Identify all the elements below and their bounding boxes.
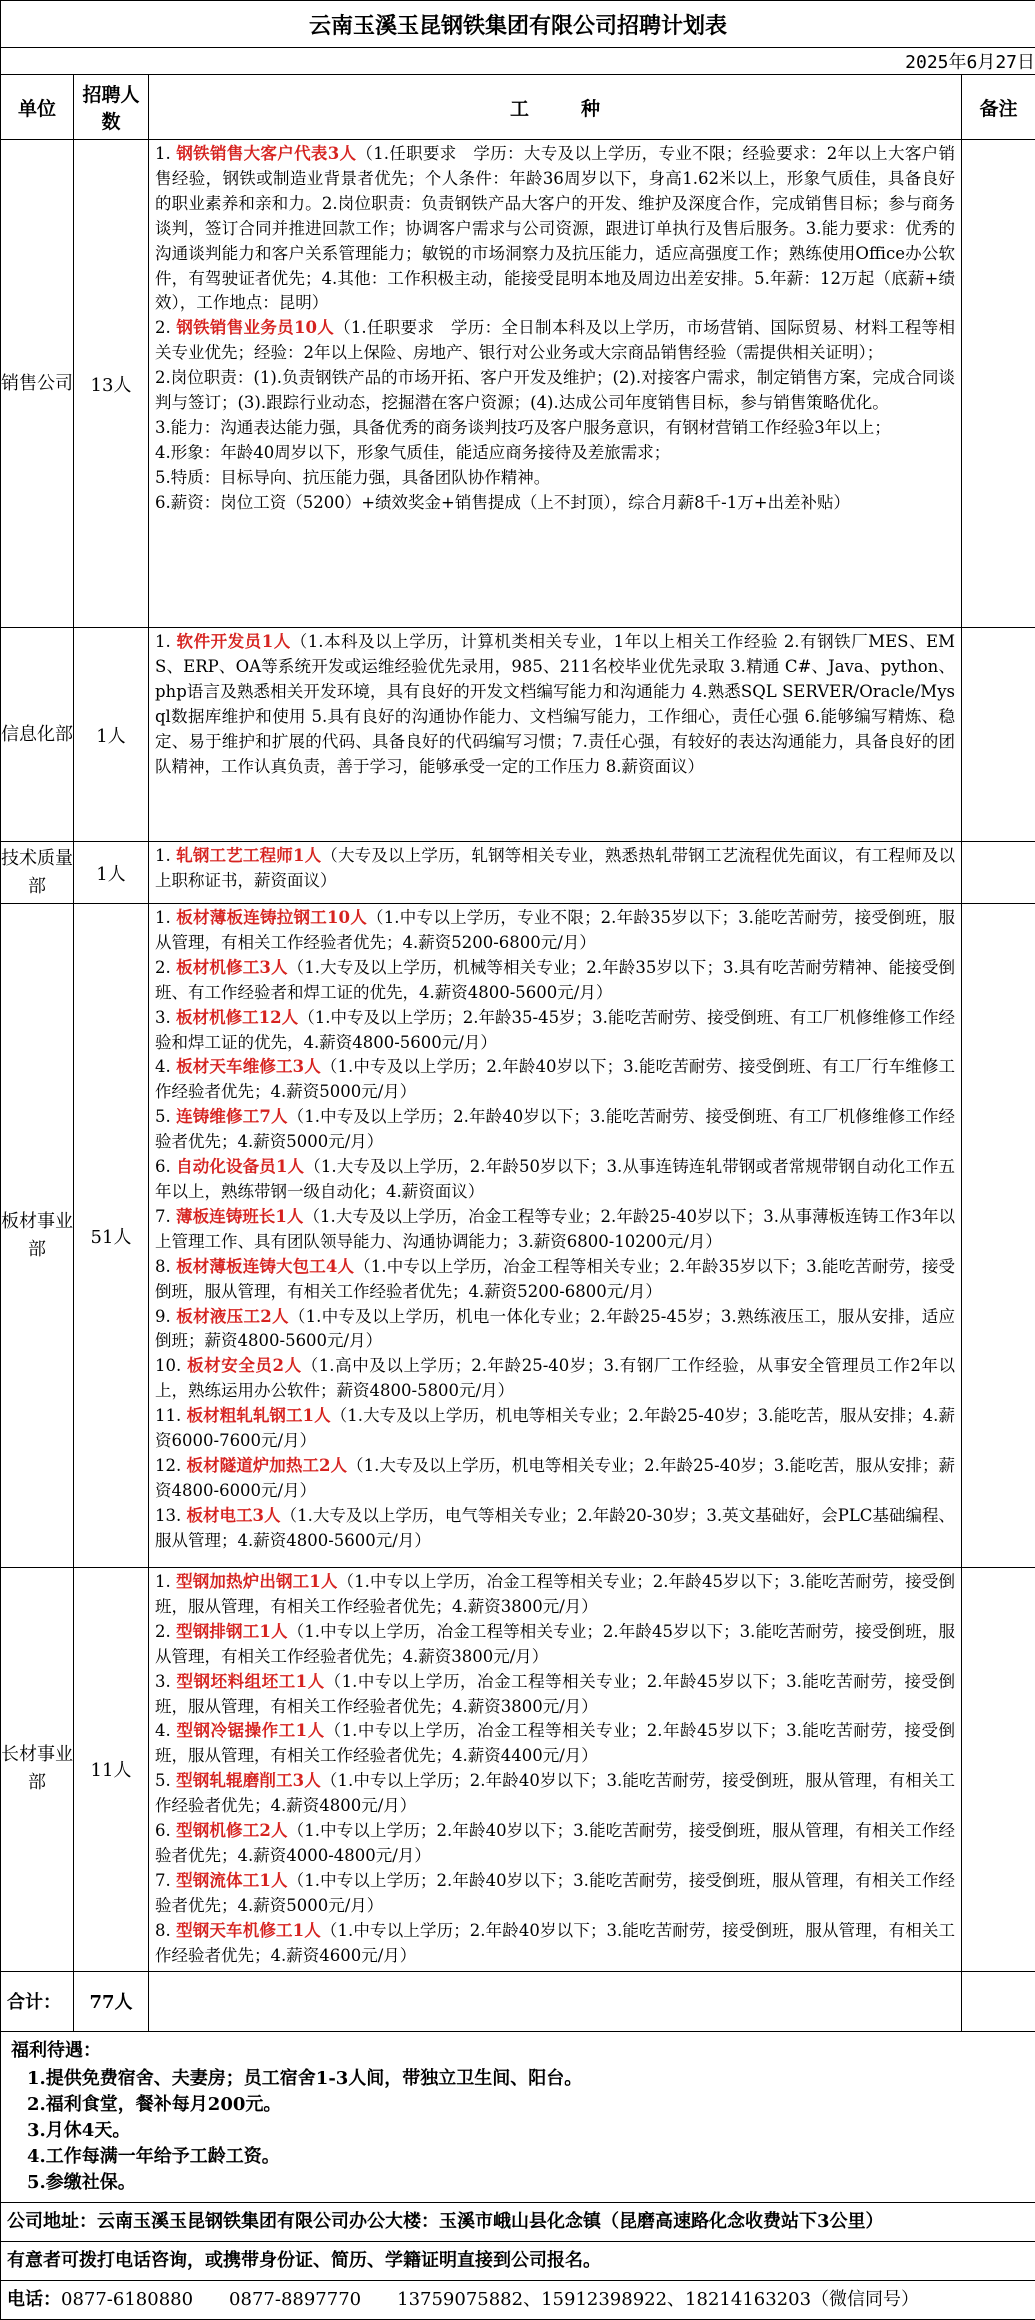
job-entry (155, 1155, 955, 1205)
job-title: 板材薄板连铸大包工4人 (176, 1257, 354, 1276)
address-row (1, 2202, 1035, 2241)
job-entry (155, 1055, 955, 1105)
job-entry (155, 1919, 955, 1969)
job-entry (155, 466, 955, 491)
dept-note (962, 628, 1035, 842)
dept-count: 1人 (74, 842, 149, 904)
job-description: （1.中专以上学历，冶金工程等相关专业；2.年龄45岁以下；3.能吃苦耐劳，接受倒班，服从管理，有相关工作经验者优先；4.薪资3800元/月） (155, 1572, 955, 1616)
dept-note (962, 842, 1035, 904)
job-entry (155, 1404, 955, 1454)
job-description: 2.岗位职责：(1).负责钢铁产品的市场开拓、客户开发及维护；(2).对接客户需求，制定销售方案，完成合同谈判与签订；(3).跟踪行业动态，挖掘潜在客户资源；(4).达成公司年度销售目标，参与销售策略优化。 (155, 368, 955, 412)
job-number: 7. (155, 1871, 176, 1890)
job-description: 6.薪资：岗位工资（5200）+绩效奖金+销售提成（上不封顶），综合月薪8千-1万+出差补贴） (155, 493, 850, 512)
job-entry (155, 1255, 955, 1305)
job-entry (155, 1769, 955, 1819)
job-description: （1.中专及以上学历；2.年龄40岁以下；3.能吃苦耐劳、接受倒班、有工厂机修维修工作经验者优先；4.薪资5000元/月） (155, 1107, 955, 1151)
job-title: 钢铁销售大客户代表3人 (176, 144, 356, 163)
job-entry (155, 1570, 955, 1620)
dept-jobs (149, 1568, 962, 1972)
job-title: 软件开发员1人 (177, 632, 291, 651)
job-number: 4. (155, 1057, 176, 1076)
job-entry (155, 366, 955, 416)
job-entry (155, 142, 955, 316)
job-title: 钢铁销售业务员10人 (176, 318, 334, 337)
job-number: 1. (155, 846, 176, 865)
job-title: 型钢坯料组坯工1人 (177, 1672, 325, 1691)
job-description: （1.大专及以上学历，冶金工程等专业；2.年龄25-40岁以下；3.从事薄板连铸工作3年以上管理工作、具有团队领导能力、沟通协调能力；3.薪资6800-10200元/月） (155, 1207, 955, 1251)
job-entry (155, 1504, 955, 1554)
benefit-item: 2.福利食堂，餐补每月200元。 (27, 2092, 1025, 2118)
job-description: 4.形象：年龄40周岁以下，形象气质佳，能适应商务接待及差旅需求； (155, 443, 670, 462)
phone-row (1, 2280, 1035, 2319)
job-entry (155, 1454, 955, 1504)
phone-block (1, 2280, 1035, 2319)
job-title: 轧钢工艺工程师1人 (176, 846, 321, 865)
job-title: 型钢排钢工1人 (176, 1622, 287, 1641)
job-description: （1.中专以上学历，专业不限；2.年龄35岁以下；3.能吃苦耐劳，接受倒班，服从管理，有相关工作经验者优先；4.薪资5200-6800元/月） (155, 908, 955, 952)
job-entry (155, 416, 955, 441)
header-unit: 单位 (1, 75, 74, 140)
job-number: 9. (155, 1307, 176, 1326)
job-description: （1.中专以上学历；2.年龄40岁以下；3.能吃苦耐劳，接受倒班，服从管理，有相关工作经验者优先；4.薪资4600元/月） (155, 1921, 955, 1965)
benefits-title: 福利待遇： (11, 2038, 1025, 2064)
dept-note (962, 140, 1035, 628)
job-entry (155, 1719, 955, 1769)
job-description: （1.中专以上学历，冶金工程等相关专业；2.年龄35岁以下；3.能吃苦耐劳，接受倒班，服从管理，有相关工作经验者优先；4.薪资5200-6800元/月） (155, 1257, 955, 1301)
job-description: （1.大专及以上学历，电气等相关专业；2.年龄20-30岁；3.英文基础好，会PLC基础编程、服从管理；4.薪资4800-5600元/月） (155, 1506, 955, 1550)
job-number: 4. (155, 1721, 177, 1740)
job-description: （1.大专及以上学历，2.年龄50岁以下；3.从事连铸连轧带钢或者常规带钢自动化工作五年以上，熟练带钢一级自动化；4.薪资面议） (155, 1157, 955, 1201)
job-number: 1. (155, 908, 176, 927)
total-count: 77人 (74, 1971, 149, 2031)
table-date: 2025年6月27日 (1, 48, 1035, 75)
job-description: （1.大专及以上学历，机电等相关专业；2.年龄25-40岁；3.能吃苦，服从安排；4.薪资6000-7600元/月） (155, 1406, 955, 1450)
job-title: 板材机修工3人 (176, 958, 287, 977)
dept-jobs (149, 140, 962, 628)
job-title: 型钢轧辊磨削工3人 (176, 1771, 321, 1790)
job-number: 1. (155, 632, 177, 651)
job-entry (155, 1670, 955, 1720)
job-description: （大专及以上学历，轧钢等相关专业，熟悉热轧带钢工艺流程优先面议，有工程师及以上职称证书，薪资面议） (155, 846, 955, 890)
job-entry (155, 844, 955, 894)
notice-row (1, 2241, 1035, 2280)
job-number: 2. (155, 318, 176, 337)
job-number: 8. (155, 1921, 176, 1940)
dept-jobs (149, 904, 962, 1568)
job-entry (155, 491, 955, 516)
company-address: 公司地址：云南玉溪玉昆钢铁集团有限公司办公大楼：玉溪市峨山县化念镇（昆磨高速路化念收费站下3公里） (1, 2202, 1035, 2241)
phone-label: 电话： (7, 2289, 61, 2310)
total-note (962, 1971, 1035, 2031)
dept-jobs (149, 628, 962, 842)
benefit-item: 1.提供免费宿舍、夫妻房；员工宿舍1-3人间，带独立卫生间、阳台。 (27, 2066, 1025, 2092)
job-number: 6. (155, 1157, 176, 1176)
job-entry (155, 316, 955, 366)
job-number: 5. (155, 1107, 176, 1126)
job-title: 板材薄板连铸拉钢工10人 (176, 908, 367, 927)
header-count: 招聘人数 (74, 75, 149, 140)
job-entry (155, 630, 955, 779)
job-description: （1.中专及以上学历；2.年龄35-45岁；3.能吃苦耐劳、接受倒班、有工厂机修维修工作经验和焊工证的优先，4.薪资4800-5600元/月） (155, 1008, 955, 1052)
job-title: 板材天车维修工3人 (176, 1057, 321, 1076)
job-number: 1. (155, 144, 176, 163)
phone-numbers: 0877-6180880 0877-8897770 13759075882、15912398922、18214163203（微信同号） (61, 2289, 919, 2310)
dept-name: 板材事业部 (1, 904, 74, 1568)
job-number: 3. (155, 1008, 176, 1027)
dept-row-sales (1, 140, 1035, 628)
job-description: （1.大专及以上学历，机电等相关专业；2.年龄25-40岁；3.能吃苦，服从安排；薪资4800-6000元/月） (155, 1456, 955, 1500)
job-description: 3.能力：沟通表达能力强，具备优秀的商务谈判技巧及客户服务意识，有钢材营销工作经验3年以上； (155, 418, 891, 437)
job-description: （1.中专以上学历；2.年龄40岁以下；3.能吃苦耐劳，接受倒班，服从管理，有相关工作经验者优先；4.薪资5000元/月） (155, 1871, 955, 1915)
total-row (1, 1971, 1035, 2031)
job-entry (155, 1869, 955, 1919)
dept-name: 销售公司 (1, 140, 74, 628)
job-entry (155, 1305, 955, 1355)
job-title: 板材电工3人 (187, 1506, 281, 1525)
job-title: 型钢冷锯操作工1人 (177, 1721, 325, 1740)
benefit-item: 5.参缴社保。 (27, 2170, 1025, 2196)
job-title: 薄板连铸班长1人 (176, 1207, 303, 1226)
job-title: 型钢天车机修工1人 (176, 1921, 321, 1940)
job-number: 2. (155, 1622, 176, 1641)
job-number: 5. (155, 1771, 176, 1790)
total-label: 合计： (1, 1971, 74, 2031)
job-title: 型钢加热炉出钢工1人 (176, 1572, 337, 1591)
dept-row-it (1, 628, 1035, 842)
dept-count: 11人 (74, 1568, 149, 1972)
dept-count: 51人 (74, 904, 149, 1568)
dept-note (962, 904, 1035, 1568)
dept-row-tech (1, 842, 1035, 904)
job-number: 11. (155, 1406, 187, 1425)
dept-name: 长材事业部 (1, 1568, 74, 1972)
job-title: 板材粗轧轧钢工1人 (187, 1406, 331, 1425)
job-title: 板材液压工2人 (176, 1307, 289, 1326)
job-description: 5.特质：目标导向、抗压能力强，具备团队协作精神。 (155, 468, 550, 487)
benefits-row (1, 2031, 1035, 2202)
job-number: 10. (155, 1356, 187, 1375)
job-title: 板材隧道炉加热工2人 (187, 1456, 348, 1475)
job-description: （1.本科及以上学历，计算机类相关专业，1年以上相关工作经验 2.有钢铁厂MES、EMS、ERP、OA等系统开发或运维经验优先录用，985、211名校毕业优先录取 3.精通 C#、Java、python、php语言及熟悉相关开发环境，具有良好的开发文档编写能力和沟通能力 4.熟悉SQL SERVER/Oracle/Mysql数据库维护和使用 5.具有良好的沟通协作能力、文档编写能力，工作细心，责任心强 6.能够编写精炼、稳定、易于维护和扩展的代码、具备良好的代码编写习惯；7.责任心强，有较好的表达沟通能力，具备良好的团队精神，工作认真负责，善于学习，能够承受一定的工作压力 8.薪资面议） (155, 632, 955, 776)
job-description: （1.中专及以上学历；2.年龄40岁以下；3.能吃苦耐劳、接受倒班、有工厂行车维修工作经验者优先；4.薪资5000元/月） (155, 1057, 955, 1101)
job-title: 型钢流体工1人 (176, 1871, 287, 1890)
job-description: （1.高中及以上学历；2.年龄25-40岁；3.有钢厂工作经验，从事安全管理员工作2年以上，熟练运用办公软件；薪资4800-5800元/月） (155, 1356, 955, 1400)
job-description: （1.任职要求 学历：大专及以上学历，专业不限；经验要求：2年以上大客户销售经验，钢铁或制造业背景者优先；个人条件：年龄36周岁以下，身高1.62米以上，形象气质佳，具备良好的职业素养和亲和力。2.岗位职责：负责钢铁产品大客户的开发、维护及深度合作，完成销售目标；参与商务谈判，签订合同并推进回款工作；协调客户需求与公司资源，跟进订单执行及售后服务。3.能力要求：优秀的沟通谈判能力和客户关系管理能力；敏锐的市场洞察力及抗压能力，适应高强度工作；熟练使用Office办公软件，有驾驶证者优先；4.其他：工作积极主动，能接受昆明本地及周边出差安排。5.年薪：12万起（底薪+绩效），工作地点：昆明） (155, 144, 955, 312)
job-description: （1.中专以上学历，冶金工程等相关专业；2.年龄45岁以下；3.能吃苦耐劳，接受倒班，服从管理，有相关工作经验者优先；4.薪资4400元/月） (155, 1721, 955, 1765)
benefit-item: 4.工作每满一年给予工龄工资。 (27, 2144, 1025, 2170)
job-title: 连铸维修工7人 (176, 1107, 287, 1126)
job-number: 12. (155, 1456, 187, 1475)
dept-count: 13人 (74, 140, 149, 628)
job-entry (155, 956, 955, 1006)
job-entry (155, 1205, 955, 1255)
dept-row-plate (1, 904, 1035, 1568)
job-description: （1.中专以上学历，冶金工程等相关专业；2.年龄45岁以下；3.能吃苦耐劳，接受倒班，服从管理，有相关工作经验者优先；4.薪资3800元/月） (155, 1622, 955, 1666)
benefit-item: 3.月休4天。 (27, 2118, 1025, 2144)
job-description: （1.中专以上学历；2.年龄40岁以下；3.能吃苦耐劳，接受倒班，服从管理，有相关工作经验者优先；4.薪资4000-4800元/月） (155, 1821, 955, 1865)
apply-notice: 有意者可拨打电话咨询，或携带身份证、简历、学籍证明直接到公司报名。 (1, 2241, 1035, 2280)
job-number: 7. (155, 1207, 176, 1226)
dept-name: 信息化部 (1, 628, 74, 842)
header-job: 工种 (149, 75, 962, 140)
job-entry (155, 441, 955, 466)
job-entry (155, 1105, 955, 1155)
job-title: 自动化设备员1人 (176, 1157, 304, 1176)
job-description: （1.中专及以上学历，机电一体化专业；2.年龄25-45岁；3.熟练液压工，服从安排，适应倒班；薪资4800-5600元/月） (155, 1307, 955, 1351)
dept-jobs (149, 842, 962, 904)
job-number: 3. (155, 1672, 177, 1691)
benefits-block (1, 2031, 1035, 2202)
job-description: （1.中专以上学历，冶金工程等相关专业；2.年龄45岁以下；3.能吃苦耐劳，接受倒班，服从管理，有相关工作经验者优先；4.薪资3800元/月） (155, 1672, 955, 1716)
dept-note (962, 1568, 1035, 1972)
job-title: 型钢机修工2人 (176, 1821, 287, 1840)
job-entry (155, 1006, 955, 1056)
job-title: 板材安全员2人 (187, 1356, 302, 1375)
job-entry (155, 1354, 955, 1404)
job-number: 6. (155, 1821, 176, 1840)
job-number: 1. (155, 1572, 176, 1591)
job-entry (155, 1620, 955, 1670)
job-description: （1.任职要求 学历：全日制本科及以上学历，市场营销、国际贸易、材料工程等相关专业优先；经验：2年以上保险、房地产、银行对公业务或大宗商品销售经验（需提供相关证明）； (155, 318, 955, 362)
dept-name: 技术质量部 (1, 842, 74, 904)
job-description: （1.大专及以上学历，机械等相关专业；2.年龄35岁以下；3.具有吃苦耐劳精神、能接受倒班、有工作经验者和焊工证的优先，4.薪资4800-5600元/月） (155, 958, 955, 1002)
table-title: 云南玉溪玉昆钢铁集团有限公司招聘计划表 (1, 1, 1035, 48)
total-empty (149, 1971, 962, 2031)
job-number: 2. (155, 958, 176, 977)
dept-row-long (1, 1568, 1035, 1972)
job-entry (155, 906, 955, 956)
job-entry (155, 1819, 955, 1869)
job-number: 13. (155, 1506, 187, 1525)
job-number: 8. (155, 1257, 176, 1276)
job-title: 板材机修工12人 (176, 1008, 298, 1027)
header-note: 备注 (962, 75, 1035, 140)
dept-count: 1人 (74, 628, 149, 842)
job-description: （1.中专以上学历；2.年龄40岁以下；3.能吃苦耐劳，接受倒班，服从管理，有相关工作经验者优先；4.薪资4800元/月） (155, 1771, 955, 1815)
